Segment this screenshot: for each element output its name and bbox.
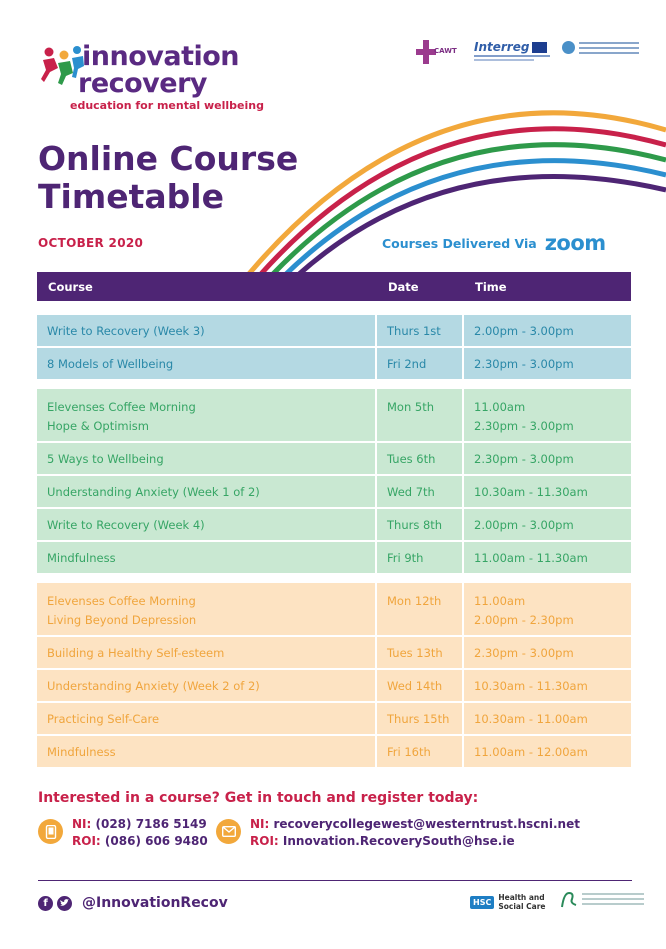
cawt-label: CAWT: [434, 47, 457, 55]
email-ni-label: NI:: [250, 817, 270, 831]
table-row[interactable]: [37, 703, 631, 736]
time-cell-line: 11.00am - 11.30am: [474, 551, 588, 565]
time-cell-line: 2.00pm - 2.30pm: [474, 613, 574, 627]
header-course: Course: [48, 279, 93, 294]
table-row[interactable]: [37, 476, 631, 509]
course-cell: [37, 736, 377, 767]
course-cell: [37, 443, 377, 474]
phone-roi-number[interactable]: (086) 606 9480: [104, 834, 208, 848]
time-cell-line: 2.00pm - 3.00pm: [474, 324, 574, 338]
date-cell: Fri 9th: [377, 542, 464, 573]
course-cell-line: Understanding Anxiety (Week 1 of 2): [47, 485, 260, 499]
course-cell-line: Write to Recovery (Week 4): [47, 518, 205, 532]
hsc-badge: HSC: [470, 896, 494, 909]
page-title: [38, 140, 298, 216]
time-cell-line: 10.30am - 11.00am: [474, 712, 588, 726]
time-cell: [464, 637, 631, 668]
table-body: [37, 315, 631, 769]
course-cell: [37, 637, 377, 668]
time-cell: [464, 670, 631, 701]
course-cell-line: Building a Healthy Self-esteem: [47, 646, 225, 660]
phone-ni-number[interactable]: (028) 7186 5149: [95, 817, 207, 831]
time-cell-line: 11.00am - 12.00am: [474, 745, 588, 759]
table-row[interactable]: [37, 389, 631, 443]
time-cell: [464, 348, 631, 379]
interreg-label: Interreg: [474, 40, 530, 54]
time-cell-line: 2.30pm - 3.00pm: [474, 452, 574, 466]
course-cell: [37, 476, 377, 507]
hsc-logo: [470, 893, 546, 911]
course-cell: [37, 348, 377, 379]
email-roi-address[interactable]: Innovation.RecoverySouth@hse.ie: [282, 834, 515, 848]
phone-contact: [38, 816, 208, 850]
email-ni-address[interactable]: recoverycollegewest@westerntrust.hscni.net: [273, 817, 580, 831]
table-group-green: [37, 389, 631, 575]
date-cell: Tues 13th: [377, 637, 464, 668]
zoom-logo: [545, 233, 606, 253]
time-cell-line: 11.00am: [474, 400, 526, 414]
email-roi-label: ROI:: [250, 834, 279, 848]
header-time: Time: [475, 279, 507, 294]
course-cell-line: 8 Models of Wellbeing: [47, 357, 174, 371]
table-row[interactable]: [37, 348, 631, 381]
date-cell: Wed 7th: [377, 476, 464, 507]
table-row[interactable]: [37, 736, 631, 769]
time-cell-line: 2.30pm - 3.00pm: [474, 646, 574, 660]
email-icon: [216, 819, 241, 844]
course-cell: [37, 315, 377, 346]
table-row[interactable]: [37, 509, 631, 542]
time-cell-line: 11.00am: [474, 594, 526, 608]
date-cell: Thurs 8th: [377, 509, 464, 540]
date-cell: Thurs 1st: [377, 315, 464, 346]
course-cell-line: Mindfulness: [47, 745, 116, 759]
interreg-logo: [472, 38, 552, 68]
eu-flag-icon: [532, 42, 547, 53]
course-cell: [37, 509, 377, 540]
time-cell: [464, 476, 631, 507]
social-links: [38, 895, 228, 911]
time-cell: [464, 509, 631, 540]
table-row[interactable]: [37, 583, 631, 637]
table-row[interactable]: [37, 315, 631, 348]
hse-emblem-icon: [560, 891, 578, 909]
course-cell-line: Elevenses Coffee Morning: [47, 594, 196, 608]
month-label: OCTOBER 2020: [38, 236, 144, 250]
course-cell-line: Elevenses Coffee Morning: [47, 400, 196, 414]
zoom-label: zoom: [544, 231, 606, 255]
phone-roi-label: ROI:: [72, 834, 101, 848]
date-cell: Thurs 15th: [377, 703, 464, 734]
title-line2: Timetable: [38, 177, 224, 216]
time-cell: [464, 583, 631, 635]
course-cell-line: Hope & Optimism: [47, 419, 149, 433]
course-cell-line: Mindfulness: [47, 551, 116, 565]
course-cell: [37, 670, 377, 701]
time-cell: [464, 542, 631, 573]
brand-tagline: education for mental wellbeing: [70, 99, 264, 112]
phone-ni-label: NI:: [72, 817, 92, 831]
date-cell: Fri 16th: [377, 736, 464, 767]
time-cell-line: 2.30pm - 3.00pm: [474, 419, 574, 433]
hsc-text-line1: Health and: [498, 893, 545, 902]
hsc-text-line2: Social Care: [498, 902, 546, 911]
time-cell: [464, 703, 631, 734]
title-line1: Online Course: [38, 139, 299, 178]
header-date: Date: [388, 279, 419, 294]
date-cell: Fri 2nd: [377, 348, 464, 379]
course-cell: [37, 542, 377, 573]
table-row[interactable]: [37, 443, 631, 476]
time-cell: [464, 315, 631, 346]
table-group-orange: [37, 583, 631, 769]
course-cell-line: Living Beyond Depression: [47, 613, 197, 627]
table-header: [37, 272, 631, 301]
brand-name-line2: recovery: [78, 68, 208, 99]
phone-icon: [38, 819, 63, 844]
course-cell: [37, 583, 377, 635]
time-cell-line: 2.30pm - 3.00pm: [474, 357, 574, 371]
date-cell: Mon 5th: [377, 389, 464, 441]
seupb-emblem-icon: [562, 41, 575, 54]
course-cell-line: Practicing Self-Care: [47, 712, 160, 726]
time-cell: [464, 736, 631, 767]
time-cell: [464, 443, 631, 474]
date-cell: Wed 14th: [377, 670, 464, 701]
time-cell: [464, 389, 631, 441]
cawt-logo: [416, 38, 466, 68]
time-cell-line: 10.30am - 11.30am: [474, 485, 588, 499]
table-group-blue: [37, 315, 631, 381]
time-cell-line: 10.30am - 11.30am: [474, 679, 588, 693]
time-cell-line: 2.00pm - 3.00pm: [474, 518, 574, 532]
table-row[interactable]: [37, 542, 631, 575]
footer-divider: [38, 880, 632, 881]
email-contact: [216, 816, 580, 850]
table-row[interactable]: [37, 637, 631, 670]
delivery-text: Courses Delivered Via: [382, 235, 537, 251]
date-cell: Mon 12th: [377, 583, 464, 635]
brand-name-line1: innovation: [82, 41, 239, 72]
timetable: [37, 272, 631, 769]
twitter-icon[interactable]: [57, 896, 72, 911]
cross-icon: [416, 40, 436, 64]
seupb-logo: [560, 38, 640, 68]
hse-logo: [560, 891, 644, 909]
course-cell-line: 5 Ways to Wellbeing: [47, 452, 164, 466]
table-row[interactable]: [37, 670, 631, 703]
facebook-icon[interactable]: f: [38, 896, 53, 911]
course-cell-line: Understanding Anxiety (Week 2 of 2): [47, 679, 260, 693]
course-cell: [37, 703, 377, 734]
date-cell: Tues 6th: [377, 443, 464, 474]
course-cell-line: Write to Recovery (Week 3): [47, 324, 205, 338]
delivery-info: [382, 233, 606, 253]
call-to-action: Interested in a course? Get in touch and register today:: [38, 790, 479, 806]
social-handle[interactable]: @InnovationRecov: [82, 895, 228, 911]
course-cell: [37, 389, 377, 441]
